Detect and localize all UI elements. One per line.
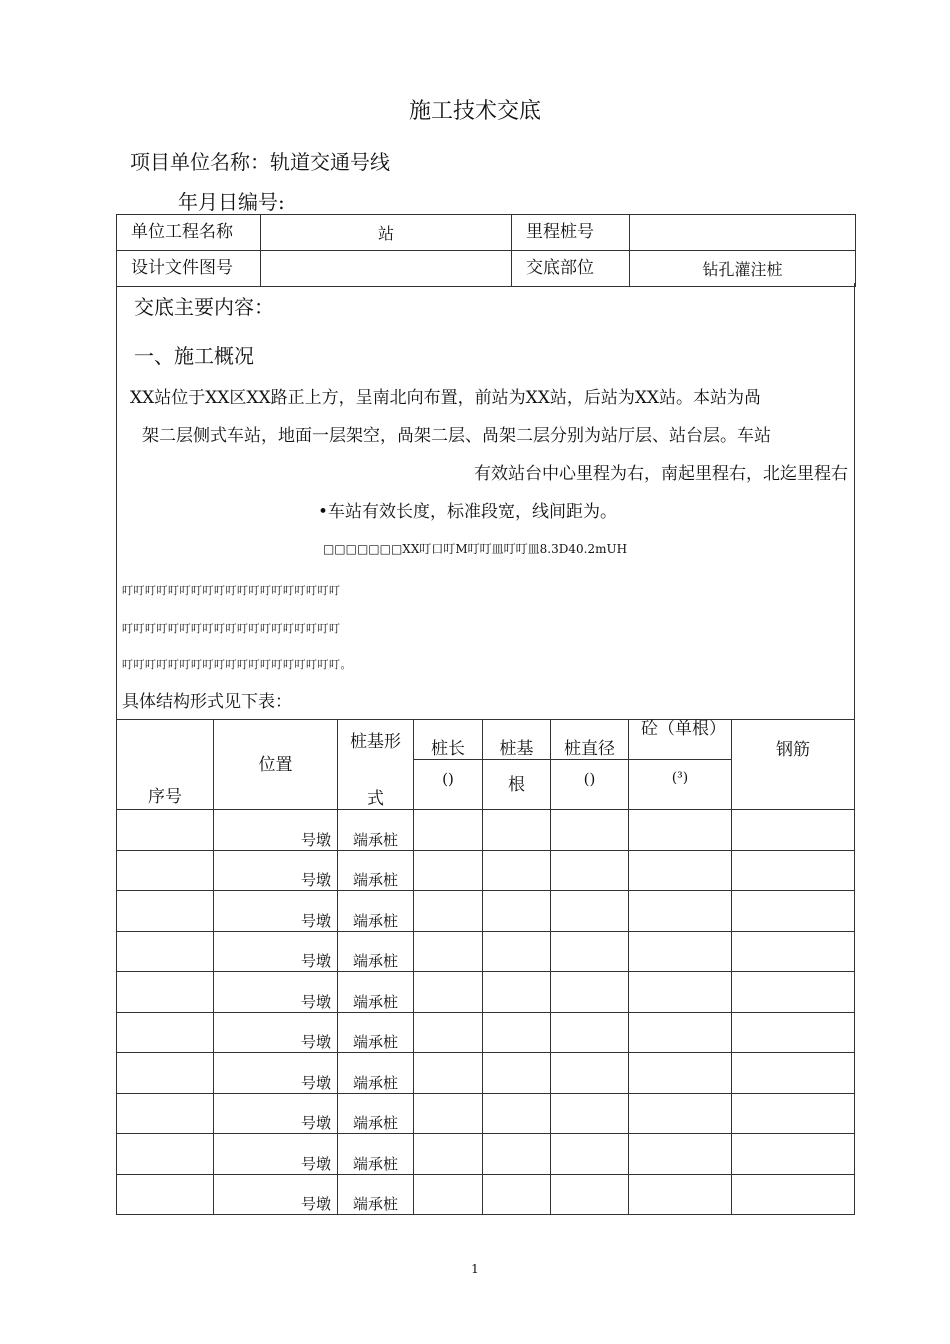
document-title: 施工技术交底 bbox=[408, 99, 541, 124]
row-pile-type: 端承桩 bbox=[338, 1174, 414, 1215]
row-concrete bbox=[629, 1093, 732, 1134]
row-position: 号墩 bbox=[214, 891, 338, 932]
row-diameter bbox=[551, 1053, 629, 1094]
row-pile-type: 端承桩 bbox=[338, 891, 414, 932]
row-concrete bbox=[629, 891, 732, 932]
header-type-top: 桩基形 bbox=[338, 720, 414, 760]
row-rebar bbox=[732, 1093, 855, 1134]
header-concrete-unit: (³) bbox=[629, 760, 732, 810]
row-seq bbox=[117, 1134, 214, 1175]
row-count bbox=[483, 1053, 551, 1094]
row-count bbox=[483, 1093, 551, 1134]
row-position: 号墩 bbox=[214, 850, 338, 891]
table-intro: 具体结构形式见下表： bbox=[122, 692, 292, 712]
row-concrete bbox=[629, 1174, 732, 1215]
row-diameter bbox=[551, 1012, 629, 1053]
row-seq bbox=[117, 810, 214, 851]
row-concrete bbox=[629, 810, 732, 851]
row-rebar bbox=[732, 1012, 855, 1053]
row-rebar bbox=[732, 1174, 855, 1215]
row-count bbox=[483, 972, 551, 1013]
row-concrete bbox=[629, 1012, 732, 1053]
row-rebar bbox=[732, 931, 855, 972]
table-row bbox=[117, 972, 855, 1013]
row-seq bbox=[117, 1012, 214, 1053]
row-seq bbox=[117, 1053, 214, 1094]
row-rebar bbox=[732, 972, 855, 1013]
garbled-text-line: 叮叮叮叮叮叮叮叮叮叮叮叮叮叮叮叮叮叮叮。 bbox=[122, 658, 352, 671]
header-diameter: 桩直径 bbox=[551, 720, 629, 760]
row-pile-type: 端承桩 bbox=[338, 1134, 414, 1175]
header-length: 桩长 bbox=[414, 720, 483, 760]
row-diameter bbox=[551, 972, 629, 1013]
row-length bbox=[414, 1174, 483, 1215]
garbled-text-line: 叮叮叮叮叮叮叮叮叮叮叮叮叮叮叮叮叮叮叮 bbox=[122, 584, 341, 597]
disclosure-part-value: 钻孔灌注桩 bbox=[630, 251, 856, 287]
row-length bbox=[414, 931, 483, 972]
row-rebar bbox=[732, 1134, 855, 1175]
header-seq: 序号 bbox=[117, 720, 214, 810]
row-diameter bbox=[551, 1174, 629, 1215]
unit-name-value: 站 bbox=[261, 215, 512, 251]
row-count bbox=[483, 1012, 551, 1053]
row-diameter bbox=[551, 931, 629, 972]
header-position: 位置 bbox=[214, 720, 338, 810]
row-rebar bbox=[732, 810, 855, 851]
header-rebar: 钢筋 bbox=[732, 720, 855, 760]
row-rebar bbox=[732, 850, 855, 891]
row-seq bbox=[117, 931, 214, 972]
row-diameter bbox=[551, 850, 629, 891]
table-row bbox=[117, 850, 855, 891]
row-position: 号墩 bbox=[214, 1174, 338, 1215]
date-number-line: 年月日编号: bbox=[178, 190, 285, 214]
project-line: 项目单位名称：轨道交通号线 bbox=[130, 150, 390, 174]
row-seq bbox=[117, 891, 214, 932]
row-length bbox=[414, 850, 483, 891]
row-seq bbox=[117, 1174, 214, 1215]
row-rebar bbox=[732, 1053, 855, 1094]
design-doc-label: 设计文件图号 bbox=[117, 251, 261, 287]
table-row bbox=[117, 1053, 855, 1094]
row-length bbox=[414, 1134, 483, 1175]
table-row bbox=[117, 1174, 855, 1215]
row-count bbox=[483, 1174, 551, 1215]
row-position: 号墩 bbox=[214, 1053, 338, 1094]
overview-paragraph-line: XX站位于XX区XX路正上方，呈南北向布置，前站为XX站，后站为XX站。本站为咼 bbox=[130, 388, 762, 408]
overview-paragraph-line: 有效站台中心里程为右，南起里程右，北迄里程右 bbox=[474, 464, 848, 484]
row-pile-type: 端承桩 bbox=[338, 972, 414, 1013]
row-length bbox=[414, 972, 483, 1013]
header-count: 桩基 bbox=[483, 720, 551, 760]
page-number: 1 bbox=[471, 1262, 479, 1276]
row-pile-type: 端承桩 bbox=[338, 810, 414, 851]
table-row bbox=[117, 810, 855, 851]
row-pile-type: 端承桩 bbox=[338, 1093, 414, 1134]
row-rebar bbox=[732, 891, 855, 932]
row-position: 号墩 bbox=[214, 1093, 338, 1134]
unit-name-label: 单位工程名称 bbox=[117, 215, 261, 251]
row-seq bbox=[117, 972, 214, 1013]
row-concrete bbox=[629, 1134, 732, 1175]
header-length-unit: () bbox=[414, 760, 483, 810]
row-position: 号墩 bbox=[214, 810, 338, 851]
row-pile-type: 端承桩 bbox=[338, 850, 414, 891]
row-concrete bbox=[629, 931, 732, 972]
row-position: 号墩 bbox=[214, 1012, 338, 1053]
header-type-bottom: 式 bbox=[338, 760, 414, 810]
row-pile-type: 端承桩 bbox=[338, 931, 414, 972]
pile-table bbox=[116, 719, 855, 1215]
row-count bbox=[483, 891, 551, 932]
row-diameter bbox=[551, 810, 629, 851]
row-concrete bbox=[629, 972, 732, 1013]
header-diameter-unit: () bbox=[551, 760, 629, 810]
table-row bbox=[117, 931, 855, 972]
row-length bbox=[414, 810, 483, 851]
row-seq bbox=[117, 850, 214, 891]
row-pile-type: 端承桩 bbox=[338, 1012, 414, 1053]
table-row bbox=[117, 1012, 855, 1053]
row-pile-type: 端承桩 bbox=[338, 1053, 414, 1094]
disclosure-part-label: 交底部位 bbox=[512, 251, 630, 287]
row-position: 号墩 bbox=[214, 972, 338, 1013]
header-concrete: 砼（单根） bbox=[629, 720, 732, 760]
row-position: 号墩 bbox=[214, 931, 338, 972]
row-length bbox=[414, 891, 483, 932]
row-diameter bbox=[551, 891, 629, 932]
table-row bbox=[117, 1134, 855, 1175]
row-count bbox=[483, 810, 551, 851]
chainage-value bbox=[630, 215, 856, 251]
garbled-text-line: 叮叮叮叮叮叮叮叮叮叮叮叮叮叮叮叮叮叮叮 bbox=[122, 622, 341, 635]
section-heading: 一、施工概况 bbox=[134, 344, 254, 368]
row-count bbox=[483, 850, 551, 891]
row-length bbox=[414, 1093, 483, 1134]
row-diameter bbox=[551, 1134, 629, 1175]
row-concrete bbox=[629, 850, 732, 891]
row-seq bbox=[117, 1093, 214, 1134]
row-count bbox=[483, 1134, 551, 1175]
header-rebar-blank bbox=[732, 760, 855, 810]
row-length bbox=[414, 1012, 483, 1053]
row-diameter bbox=[551, 1093, 629, 1134]
row-position: 号墩 bbox=[214, 1134, 338, 1175]
header-count-unit: 根 bbox=[483, 760, 551, 810]
row-concrete bbox=[629, 1053, 732, 1094]
row-length bbox=[414, 1053, 483, 1094]
chainage-label: 里程桩号 bbox=[512, 215, 630, 251]
design-doc-value bbox=[261, 251, 512, 287]
overview-paragraph-line: •车站有效长度，标准段宽，线间距为。 bbox=[318, 502, 618, 522]
info-table bbox=[116, 214, 856, 287]
main-content-header: 交底主要内容： bbox=[134, 295, 274, 319]
table-row bbox=[117, 1093, 855, 1134]
table-row bbox=[117, 891, 855, 932]
garbled-text-line: □□□□□□□XX叮口叮M叮叮皿叮叮皿8.3D40.2mUH bbox=[322, 542, 628, 556]
overview-paragraph-line: 架二层侧式车站，地面一层架空，咼架二层、咼架二层分别为站厅层、站台层。车站 bbox=[142, 426, 771, 446]
row-count bbox=[483, 931, 551, 972]
